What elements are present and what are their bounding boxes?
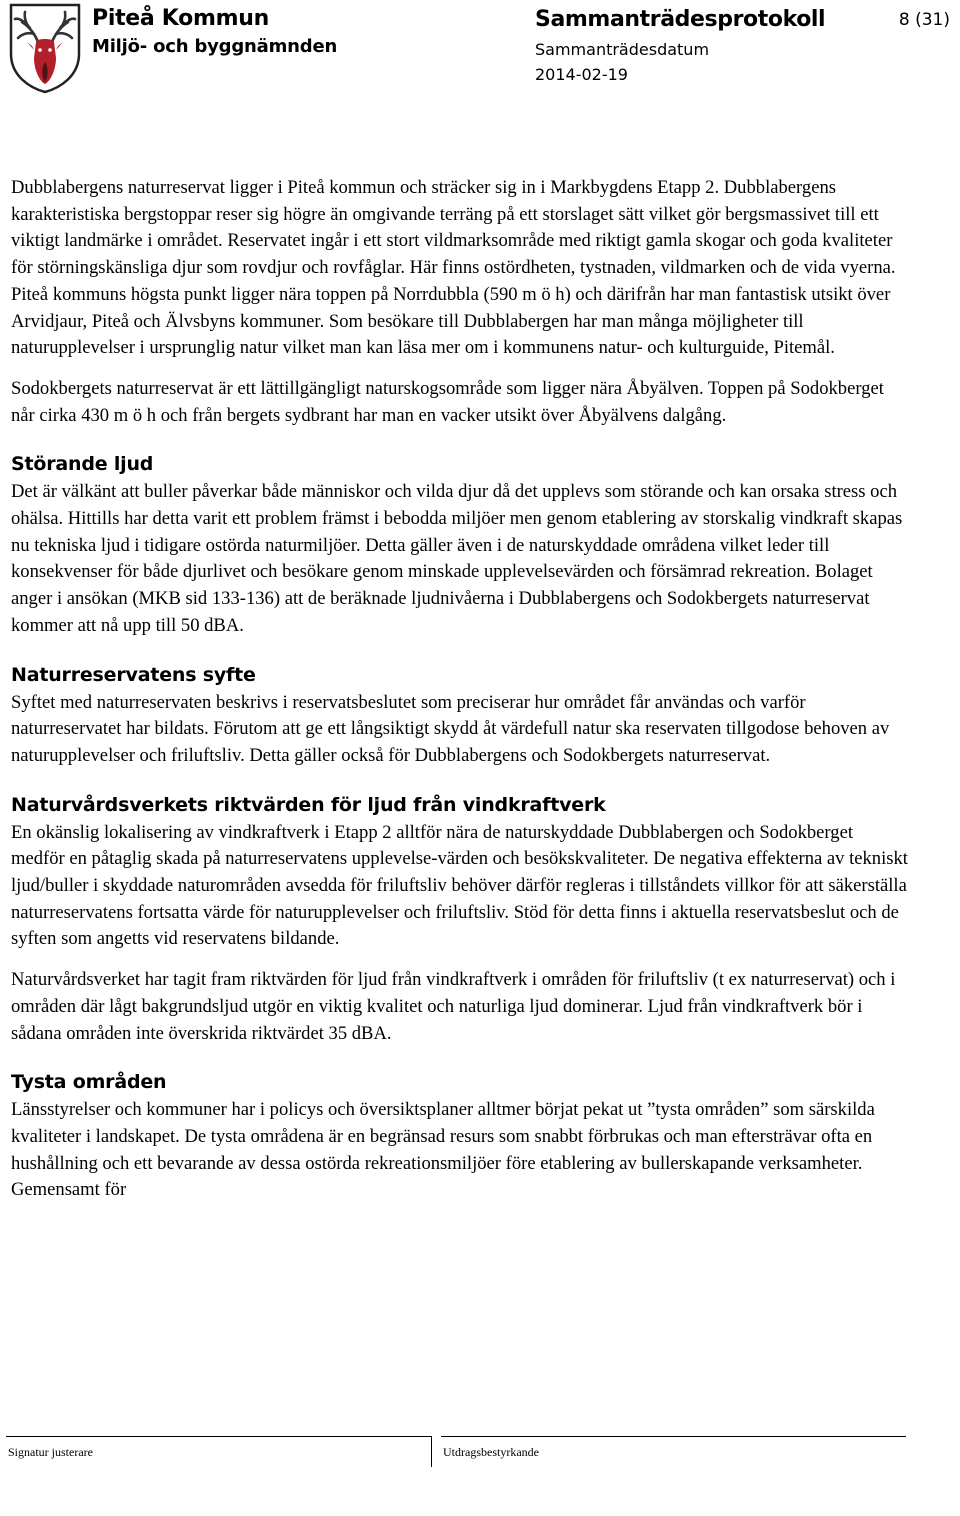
heading-tysta-omraden: Tysta områden bbox=[11, 1071, 167, 1094]
organization-name: Piteå Kommun bbox=[92, 6, 269, 31]
signature-label: Signatur justerare bbox=[8, 1445, 93, 1459]
document-title: Sammanträdesprotokoll bbox=[535, 7, 826, 32]
paragraph-dubblabergen: Dubblabergens naturreservat ligger i Piteå kommun och sträcker sig in i Markbygdens Etapp 2. Dubblabergens karakteristiska bergstoppar reser sig högre än omgivande terräng på ett storslaget sätt vilket gör bergsmassivet till ett viktigt landmärke i området. Reservatet ingår i ett stort vildmarksområde med riktigt gamla skogar och goda kvaliteter för störningskänsliga djur som rovdjur och rovfåglar. Här finns ostördheten, tystnaden, vildmarken och de vida vyerna. Piteå kommuns högsta punkt ligger nära toppen på Norrdubbla (590 m ö h) och därifrån har man fantastisk utsikt över Arvidjaur, Piteå och Älvsbyns kommuner. Som besökare till Dubblabergen har man många möjligheter till naturupplevelser i ursprunglig natur vilket man kan läsa mer om i kommunens natur- och kulturguide, Pitemål. bbox=[11, 177, 896, 359]
paragraph-storande-ljud: Det är välkänt att buller påverkar både människor och vilda djur då det upplevs som störande och kan orsaka stress och ohälsa. Hittills har detta varit ett problem främst i bebodda miljöer men genom etablering av storskalig vindkraft skapas nu tekniska ljud i tidigare ostörda naturmiljöer. Detta gäller även i de naturskyddade områdena vilket leder till konsekvenser för både djurlivet och besökare genom minskade upplevelsevärden och försämrad rekreation. Bolaget anger i ansökan (MKB sid 133-136) att de beräknade ljudnivåerna i Dubblabergens och Sodokbergets naturreservat kommer att nå upp till 50 dBA. bbox=[11, 481, 903, 636]
protocol-block bbox=[535, 4, 825, 88]
paragraph-sodokberget: Sodokbergets naturreservat är ett lättillgängligt naturskogsområde som ligger nära Åbyälven. Toppen på Sodokberget når cirka 430 m ö h och från bergets sydbrant har man en vacker utsikt över Åbyälvens dalgång. bbox=[11, 377, 884, 426]
heading-storande-ljud: Störande ljud bbox=[11, 453, 154, 476]
meeting-date: 2014-02-19 bbox=[535, 65, 628, 84]
signature-field bbox=[6, 1436, 432, 1467]
paragraph-tysta-omraden: Länsstyrelser och kommuner har i policys och översiktsplaner alltmer börjat pekat ut ”tysta områden” som särskilda kvaliteter i landskapet. De tysta områdena är en begränsad resurs som snabbt förbrukas och man eftersträvar ofta en hushållning och ett bevarande av dessa ostörda rekreationsmiljöer före etablering av bullerskapande verksamheter. Gemensamt för bbox=[11, 1099, 875, 1201]
meeting-date-label: Sammanträdesdatum bbox=[535, 40, 710, 59]
heading-riktvarden: Naturvårdsverkets riktvärden för ljud från vindkraftverk bbox=[11, 793, 606, 816]
heading-naturreservatens-syfte: Naturreservatens syfte bbox=[11, 663, 256, 686]
extract-field bbox=[441, 1436, 906, 1467]
document-body bbox=[11, 175, 911, 1204]
organization-block bbox=[92, 4, 337, 60]
paragraph-riktvarden-1: En okänslig lokalisering av vindkraftverk i Etapp 2 alltför nära de naturskyddade Dubblabergen och Sodokberget medför en påtaglig skada på naturreservatens upplevelse-värden och besökskvaliteter. De negativa effekterna av tekniskt ljud/buller i skyddade naturområden avsedda för friluftsliv behöver därför regleras i tillståndets villkor för att säkerställa naturreservatens fortsatta värde för naturupplevelser och friluftsliv. Stöd för detta finns i aktuella reservatsbeslut och de syften som angetts vid reservatens bildande. bbox=[11, 821, 908, 950]
page-footer bbox=[0, 1436, 960, 1476]
paragraph-riktvarden-2: Naturvårdsverket har tagit fram riktvärden för ljud från vindkraftverk i områden för friluftsliv (t ex naturreservat) och i områden där lågt bakgrundsljud utgör en viktig kvalitet och naturliga ljud dominerar. Ljud från vindkraftverk bör i sådana områden inte överskrida riktvärdet 35 dBA. bbox=[11, 969, 896, 1044]
page-header bbox=[0, 0, 960, 100]
extract-label: Utdragsbestyrkande bbox=[443, 1445, 539, 1459]
coat-of-arms-icon bbox=[8, 2, 82, 94]
department-name: Miljö- och byggnämnden bbox=[92, 36, 338, 57]
paragraph-naturreservatens-syfte: Syftet med naturreservaten beskrivs i reservatsbeslutet som preciserar hur området får användas och varför naturreservatet har bildats. Förutom att ge ett långsiktigt skydd åt värdefull natur ska reservaten tillgodose behoven av naturupplevelser och friluftsliv. Detta gäller också för Dubblabergens och Sodokbergets naturreservat. bbox=[11, 691, 890, 766]
page-number: 8 (31) bbox=[898, 10, 950, 30]
